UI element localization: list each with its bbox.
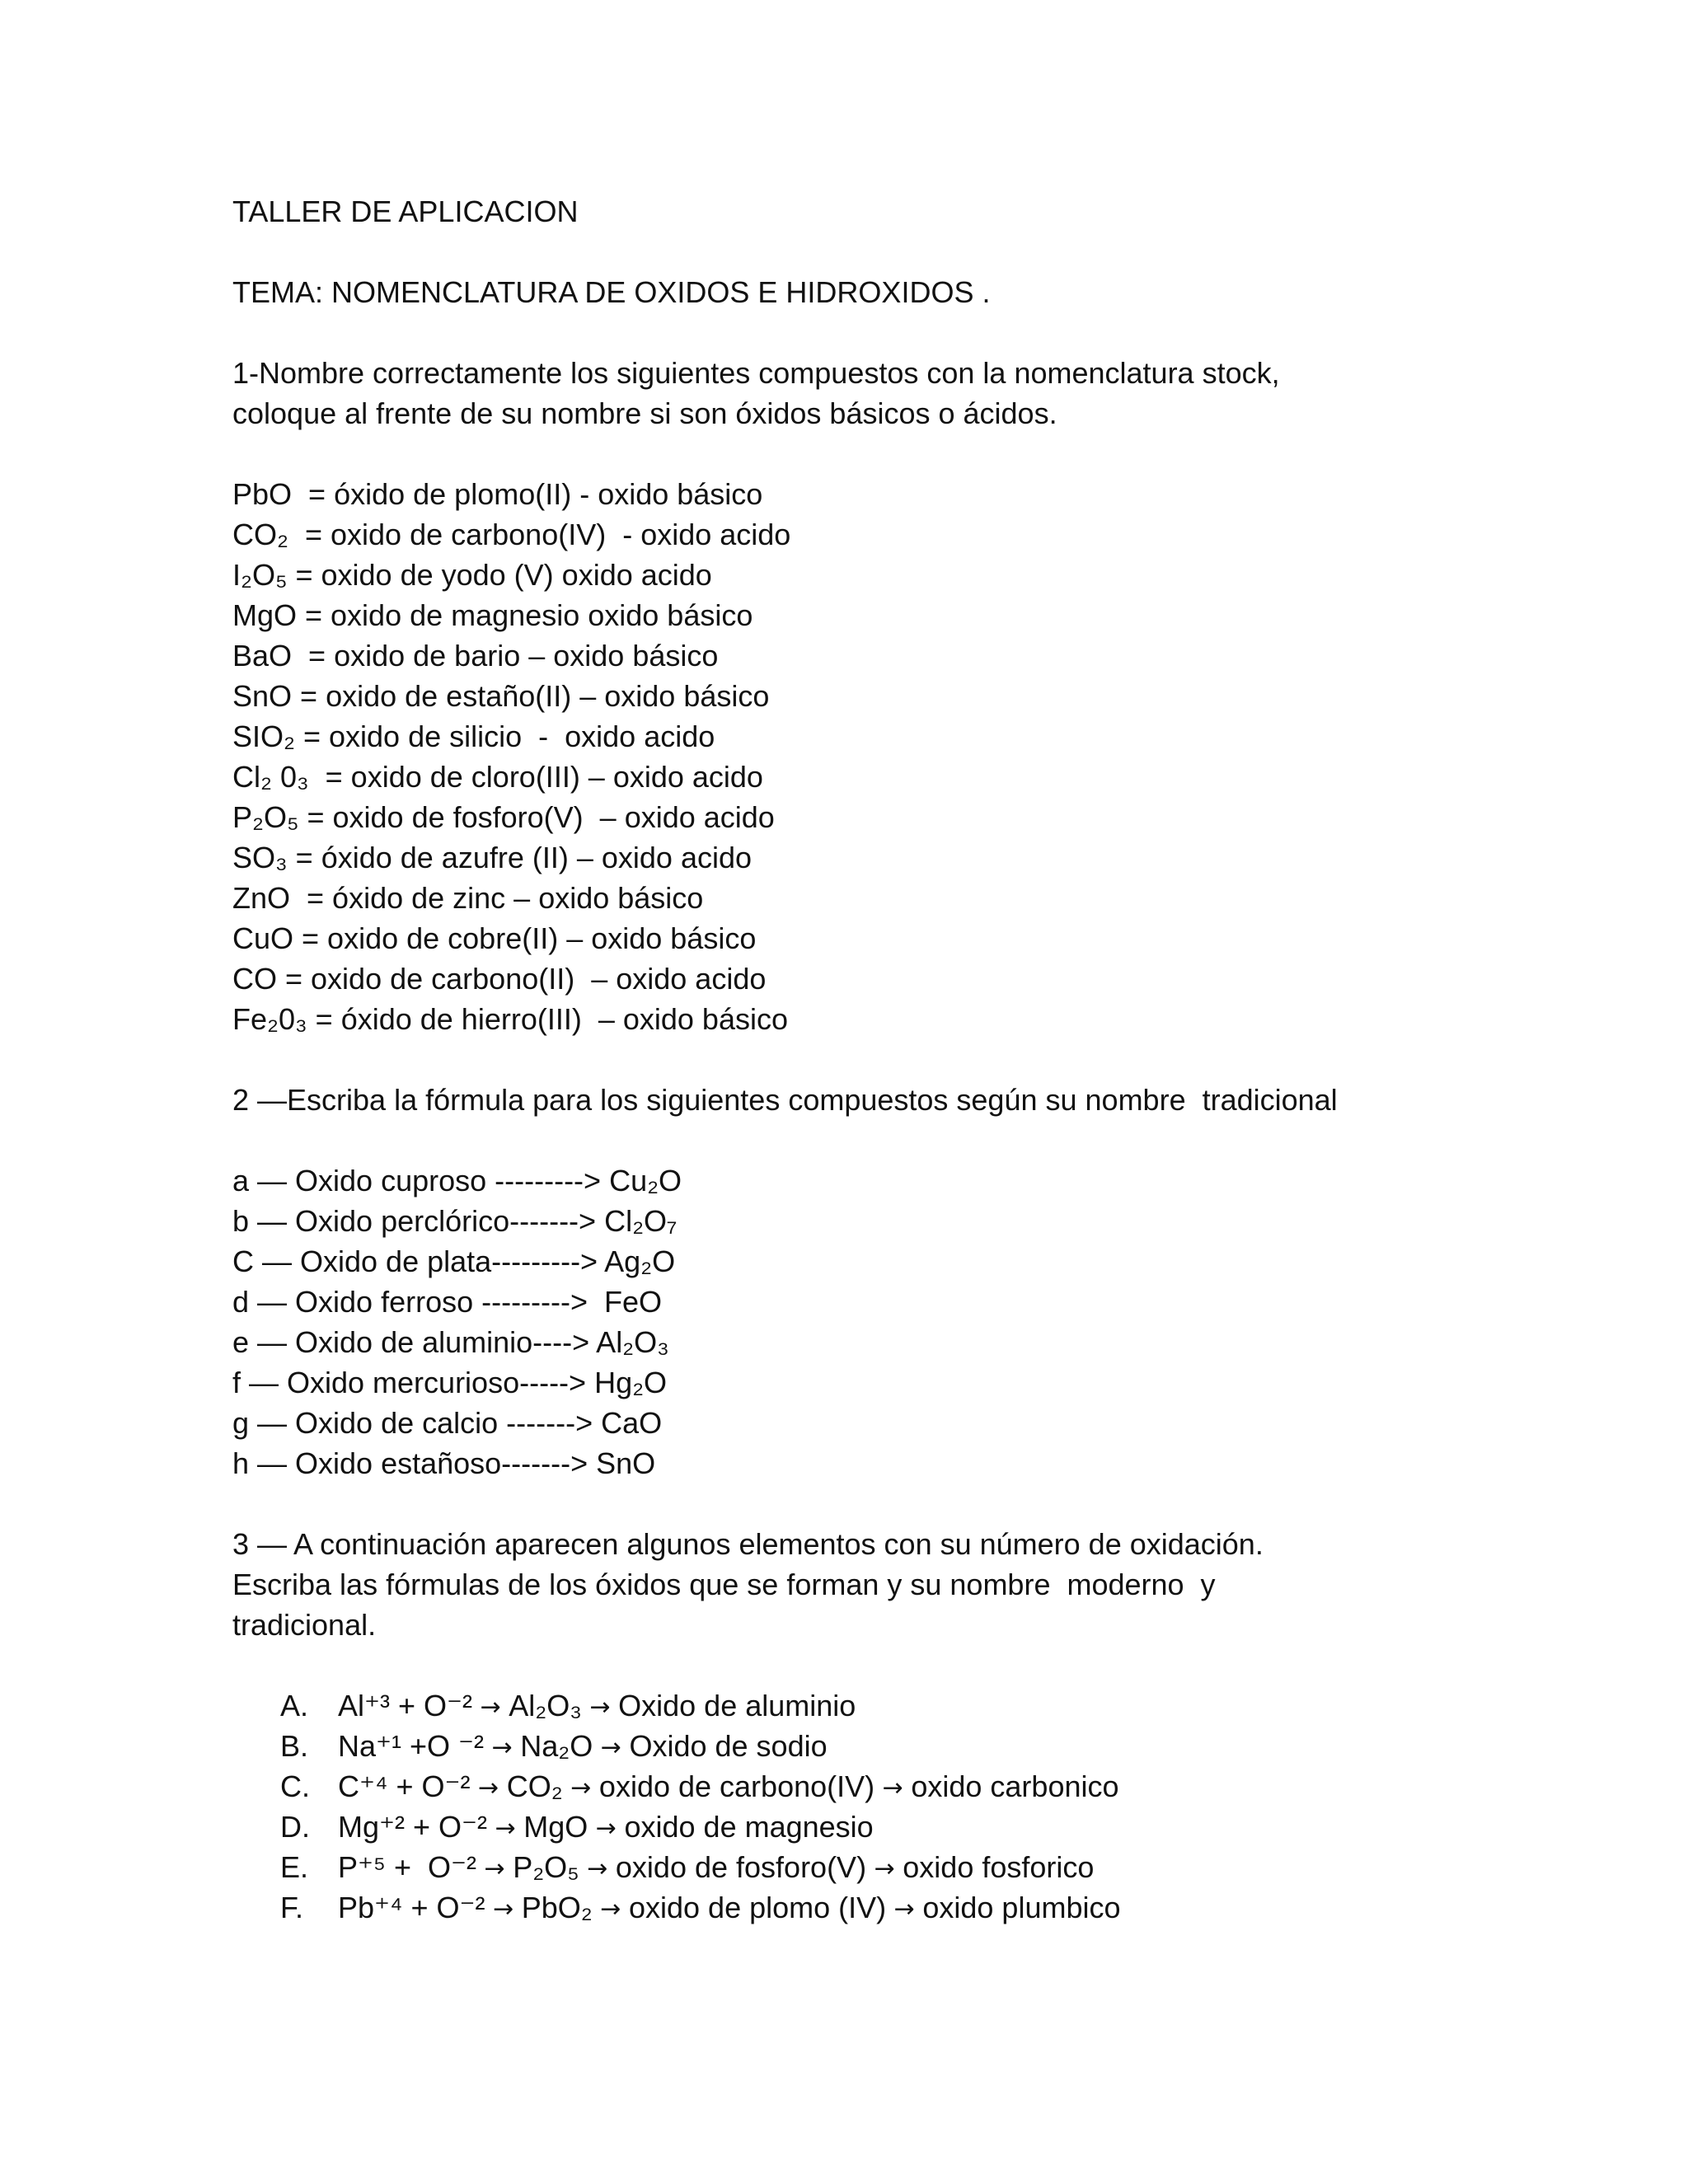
right-arrow-icon: → bbox=[588, 1814, 625, 1843]
spacer bbox=[232, 434, 1469, 474]
section3-item bbox=[280, 1887, 1469, 1928]
reactants: Mg⁺² + O⁻² bbox=[338, 1810, 488, 1844]
oxide-name: Oxido de sodio bbox=[629, 1729, 828, 1763]
spacer bbox=[232, 1039, 1469, 1080]
oxide-name: oxido carbonico bbox=[911, 1769, 1119, 1803]
list-marker: A. bbox=[280, 1689, 309, 1722]
section3-item bbox=[280, 1766, 1469, 1807]
section1-answer: CO₂ = oxido de carbono(IV) - oxido acido bbox=[232, 518, 791, 551]
list-marker: F. bbox=[280, 1891, 304, 1924]
section2-answer: f — Oxido mercurioso-----> Hg₂O bbox=[232, 1366, 668, 1399]
section1-answer: PbO = óxido de plomo(II) - oxido básico bbox=[232, 477, 763, 511]
section1-answer: BaO = oxido de bario – oxido básico bbox=[232, 639, 719, 673]
document-content bbox=[232, 191, 1469, 1928]
section1-answer: Cl₂ 0₃ = oxido de cloro(III) – oxido acido bbox=[232, 760, 763, 794]
oxide-name: Oxido de aluminio bbox=[618, 1689, 856, 1722]
reaction-text bbox=[338, 1766, 1119, 1807]
section1-instruction-line2: coloque al frente de su nombre si son óxidos básicos o ácidos. bbox=[232, 396, 1057, 430]
section2-answer: C — Oxido de plata---------> Ag₂O bbox=[232, 1244, 676, 1278]
right-arrow-icon: → bbox=[562, 1774, 599, 1802]
section3-answer-list bbox=[280, 1685, 1469, 1928]
right-arrow-icon: → bbox=[472, 1693, 509, 1722]
section1-answer: CuO = oxido de cobre(II) – oxido básico bbox=[232, 921, 757, 955]
oxide-name: oxido plumbico bbox=[922, 1891, 1121, 1924]
section1-answer: P₂O₅ = oxido de fosforo(V) – oxido acido bbox=[232, 800, 775, 834]
section3-instruction-line3: tradicional. bbox=[232, 1608, 377, 1642]
section2-answer: b — Oxido perclórico-------> Cl₂O₇ bbox=[232, 1204, 678, 1238]
list-marker: E. bbox=[280, 1850, 309, 1884]
section2-answer: a — Oxido cuproso ---------> Cu₂O bbox=[232, 1164, 682, 1197]
section1-answer: I₂O₅ = oxido de yodo (V) oxido acido bbox=[232, 558, 712, 592]
reactants: C⁺⁴ + O⁻² bbox=[338, 1769, 471, 1803]
right-arrow-icon: → bbox=[484, 1733, 521, 1762]
reaction-text bbox=[338, 1847, 1094, 1887]
section1-answer: SO₃ = óxido de azufre (II) – oxido acido bbox=[232, 841, 752, 874]
spacer bbox=[232, 1120, 1469, 1160]
reactants: Pb⁺⁴ + O⁻² bbox=[338, 1891, 485, 1924]
right-arrow-icon: → bbox=[886, 1895, 923, 1924]
spacer bbox=[232, 1483, 1469, 1524]
reactants: Al⁺³ + O⁻² bbox=[338, 1689, 473, 1722]
oxide-name: oxido de carbono(IV) bbox=[598, 1769, 875, 1803]
section2-answer: d — Oxido ferroso ---------> FeO bbox=[232, 1285, 663, 1319]
list-marker: C. bbox=[280, 1769, 310, 1803]
spacer bbox=[232, 232, 1469, 272]
spacer bbox=[232, 312, 1469, 353]
right-arrow-icon: → bbox=[487, 1814, 524, 1843]
section1-answer: SnO = oxido de estaño(II) – oxido básico bbox=[232, 679, 770, 713]
reaction-text bbox=[338, 1807, 874, 1847]
list-marker: D. bbox=[280, 1810, 310, 1844]
right-arrow-icon: → bbox=[866, 1854, 903, 1883]
oxide-name: oxido fosforico bbox=[903, 1850, 1095, 1884]
section1-answer: Fe₂0₃ = óxido de hierro(III) – oxido básico bbox=[232, 1002, 788, 1036]
section3-item bbox=[280, 1726, 1469, 1766]
oxide-formula: Al₂O₃ bbox=[509, 1689, 582, 1722]
right-arrow-icon: → bbox=[593, 1733, 630, 1762]
section1-answer: CO = oxido de carbono(II) – oxido acido bbox=[232, 962, 767, 996]
oxide-name: oxido de plomo (IV) bbox=[628, 1891, 887, 1924]
list-marker: B. bbox=[280, 1729, 309, 1763]
section3-item bbox=[280, 1807, 1469, 1847]
oxide-formula: PbO₂ bbox=[521, 1891, 593, 1924]
reaction-text bbox=[338, 1726, 828, 1766]
section3-item bbox=[280, 1685, 1469, 1726]
right-arrow-icon: → bbox=[470, 1774, 507, 1802]
oxide-name: oxido de fosforo(V) bbox=[615, 1850, 867, 1884]
right-arrow-icon: → bbox=[874, 1774, 912, 1802]
section1-answer: ZnO = óxido de zinc – oxido básico bbox=[232, 881, 704, 915]
section1-answer: MgO = oxido de magnesio oxido básico bbox=[232, 598, 753, 632]
oxide-name: oxido de magnesio bbox=[624, 1810, 874, 1844]
reactants: P⁺⁵ + O⁻² bbox=[338, 1850, 476, 1884]
right-arrow-icon: → bbox=[592, 1895, 629, 1924]
oxide-formula: P₂O₅ bbox=[513, 1850, 579, 1884]
section2-answer-list bbox=[232, 1160, 1469, 1483]
reaction-text bbox=[338, 1887, 1121, 1928]
reactants: Na⁺¹ +O ⁻² bbox=[338, 1729, 485, 1763]
oxide-formula: MgO bbox=[523, 1810, 588, 1844]
section1-answer: SIO₂ = oxido de silicio - oxido acido bbox=[232, 719, 715, 753]
document-topic: TEMA: NOMENCLATURA DE OXIDOS E HIDROXIDOS . bbox=[232, 275, 991, 309]
document-title: TALLER DE APLICACION bbox=[232, 194, 579, 228]
right-arrow-icon: → bbox=[476, 1854, 513, 1883]
section1-answer-list bbox=[232, 474, 1469, 1039]
right-arrow-icon: → bbox=[581, 1693, 619, 1722]
section2-instruction: 2 —Escriba la fórmula para los siguientes compuestos según su nombre tradicional bbox=[232, 1083, 1338, 1117]
section3-instruction-line1: 3 — A continuación aparecen algunos elementos con su número de oxidación. bbox=[232, 1527, 1264, 1561]
spacer bbox=[232, 1645, 1469, 1685]
section2-answer: g — Oxido de calcio -------> CaO bbox=[232, 1406, 663, 1440]
oxide-formula: Na₂O bbox=[520, 1729, 593, 1763]
reaction-text bbox=[338, 1685, 856, 1726]
section2-answer: h — Oxido estañoso-------> SnO bbox=[232, 1446, 656, 1480]
right-arrow-icon: → bbox=[485, 1895, 522, 1924]
section2-answer: e — Oxido de aluminio----> Al₂O₃ bbox=[232, 1325, 669, 1359]
section3-item bbox=[280, 1847, 1469, 1887]
right-arrow-icon: → bbox=[579, 1854, 616, 1883]
section1-instruction-line1: 1-Nombre correctamente los siguientes compuestos con la nomenclatura stock, bbox=[232, 356, 1280, 390]
oxide-formula: CO₂ bbox=[506, 1769, 563, 1803]
section3-instruction-line2: Escriba las fórmulas de los óxidos que se forman y su nombre moderno y bbox=[232, 1568, 1216, 1601]
